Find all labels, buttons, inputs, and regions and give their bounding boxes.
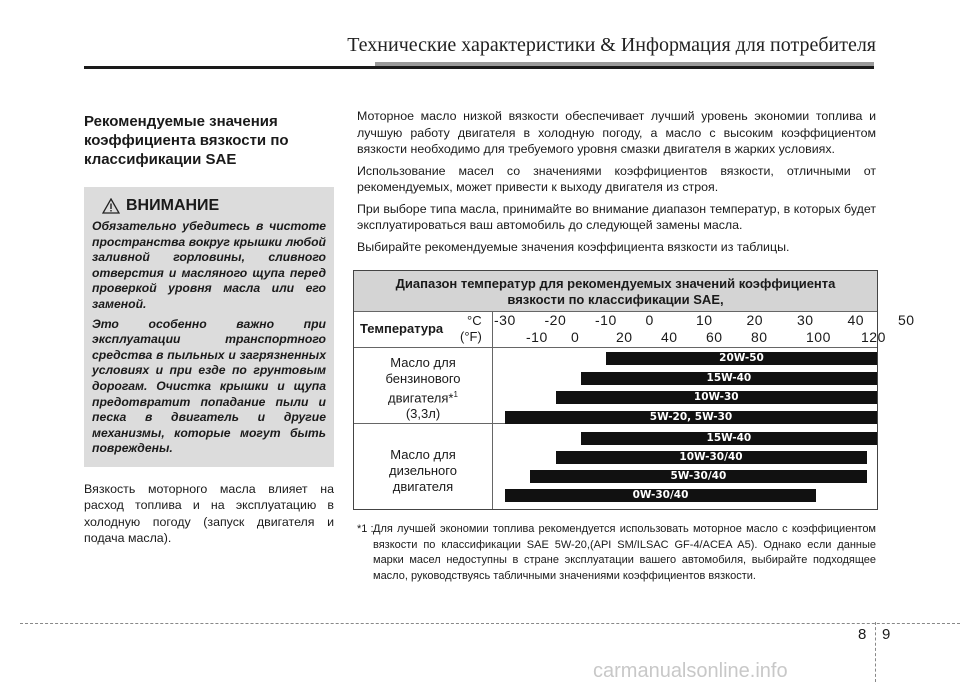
left-body-text: Вязкость моторного масла влияет на расход топлива и на эксплуатацию в холодную погоду (запуск двигателя и подача масла).	[84, 481, 334, 546]
warning-title: ВНИМАНИЕ	[126, 197, 220, 214]
table-header	[354, 271, 877, 311]
diesel-oil-bar: 0W-30/40	[505, 489, 816, 502]
diesel-label-line-1: Масло для	[390, 447, 456, 462]
warning-text-1: Обязательно убедитесь в чистоте пространства вокруг крышки любой заливной горловины, сливного отверстия и масляного щупа перед проверкой уровня масла или его заменой.	[92, 219, 326, 311]
celsius-tick-label: -20	[544, 312, 567, 328]
header-title: Технические характеристики & Информация для потребителя	[347, 34, 876, 56]
gasoline-oil-bar: 15W-40	[581, 372, 877, 385]
left-column	[84, 112, 334, 547]
diesel-label-line-2: дизельного	[389, 463, 457, 478]
footnote	[357, 522, 876, 584]
warning-triangle-icon	[102, 198, 120, 214]
gasoline-label-line-2: бензинового	[385, 371, 461, 386]
fahrenheit-tick-label: 60	[706, 329, 723, 345]
warning-text-2: Это особенно важно при эксплуатации транспортного средства в пыльных и загрязненных условиях и при езде по грунтовым дорогам. Очистка крышки и щупа предотвратит попадание пыли и песка в двигатель и другие механизмы, которые могут быть повреждены.	[92, 316, 326, 456]
paragraph-2: Использование масел со значениями коэффициентов вязкости, отличными от рекомендуемых, может привести к выходу двигателя из строя.	[357, 163, 876, 194]
celsius-tick-label: 50	[898, 312, 915, 328]
celsius-tick-label: 0	[645, 312, 654, 328]
page-number-left: 8	[858, 626, 867, 643]
gasoline-oil-bar: 20W-50	[606, 352, 877, 365]
celsius-tick-label: 30	[797, 312, 814, 328]
paragraph-4: Выбирайте рекомендуемые значения коэффициента вязкости из таблицы.	[357, 239, 790, 254]
footnote-text: Для лучшей экономии топлива рекомендуется использовать моторное масло с коэффициентом вязкости по классификации SAE 5W-20,(API SM/ILSAC GF-4/ACEA A5). Однако если данные марки масел недоступны в стране эксплуатации вашего автомобиля, выбирайте подходящее масло, руководствуясь табличными значениями коэффициентов вязкости.	[373, 523, 876, 582]
gasoline-oil-bar: 5W-20, 5W-30	[505, 411, 877, 424]
watermark: carmanualsonline.info	[593, 660, 788, 682]
diesel-engine-label	[354, 447, 492, 495]
celsius-tick-label: -10	[595, 312, 617, 328]
table-title-line-1: Диапазон температур для рекомендуемых значений коэффициента	[395, 276, 836, 291]
table-title-line-2: вязкости по классификации SAE,	[507, 292, 724, 307]
footnote-mark: *1 :	[357, 523, 374, 535]
fahrenheit-unit: (°F)	[460, 329, 482, 344]
gasoline-oil-bar: 10W-30	[556, 391, 878, 404]
gasoline-footnote-sup: 1	[453, 390, 458, 399]
page-divider	[875, 622, 876, 682]
footer-rule	[20, 623, 960, 624]
diesel-label-line-3: двигателя	[392, 479, 454, 494]
paragraph-3: При выборе типа масла, принимайте во внимание диапазон температур, в которых будет эксплуатироваться ваш автомобиль до следующей замены масла.	[357, 201, 876, 232]
page-number-right: 9	[882, 626, 891, 643]
warning-title-row	[102, 197, 326, 215]
temperature-label: Температура	[360, 321, 444, 336]
paragraph-1: Моторное масло низкой вязкости обеспечивает лучший уровень экономии топлива и лучшую работу двигателя в холодную погоду, а масло с высоким коэффициентом вязкости необходимо для требуемого уровня смазки двигателя в жарких условиях.	[357, 109, 876, 156]
gasoline-label-line-3	[354, 387, 492, 406]
section-heading: Рекомендуемые значения коэффициента вязкости по классификации SAE	[84, 113, 289, 168]
diesel-oil-bar: 15W-40	[581, 432, 877, 445]
fahrenheit-tick-label: 40	[661, 329, 678, 345]
celsius-tick-label: 20	[746, 312, 764, 328]
row-divider	[354, 347, 877, 348]
warning-box	[84, 187, 334, 467]
gasoline-label-text: двигателя*	[388, 390, 454, 406]
diesel-oil-bar: 5W-30/40	[530, 470, 866, 483]
right-column	[357, 108, 876, 260]
diesel-oil-bar: 10W-30/40	[556, 451, 867, 464]
viscosity-table	[353, 270, 915, 510]
celsius-tick-label: -30	[494, 312, 516, 328]
fahrenheit-tick-label: 80	[751, 329, 768, 345]
header-rule	[84, 66, 874, 69]
gasoline-engine-label	[354, 355, 492, 422]
fahrenheit-tick-label: -10	[526, 329, 548, 345]
celsius-tick-label: 10	[696, 312, 713, 328]
fahrenheit-tick-label: 120	[861, 329, 886, 345]
fahrenheit-tick-label: 0	[571, 329, 580, 345]
fahrenheit-tick-label: 20	[616, 329, 633, 345]
gasoline-label-line-1: Масло для	[390, 355, 456, 370]
gasoline-label-line-4: (3,3л)	[405, 406, 441, 422]
celsius-tick-label: 40	[847, 312, 865, 328]
celsius-unit: °C	[467, 313, 482, 328]
column-divider	[492, 311, 493, 509]
fahrenheit-tick-label: 100	[806, 329, 831, 345]
